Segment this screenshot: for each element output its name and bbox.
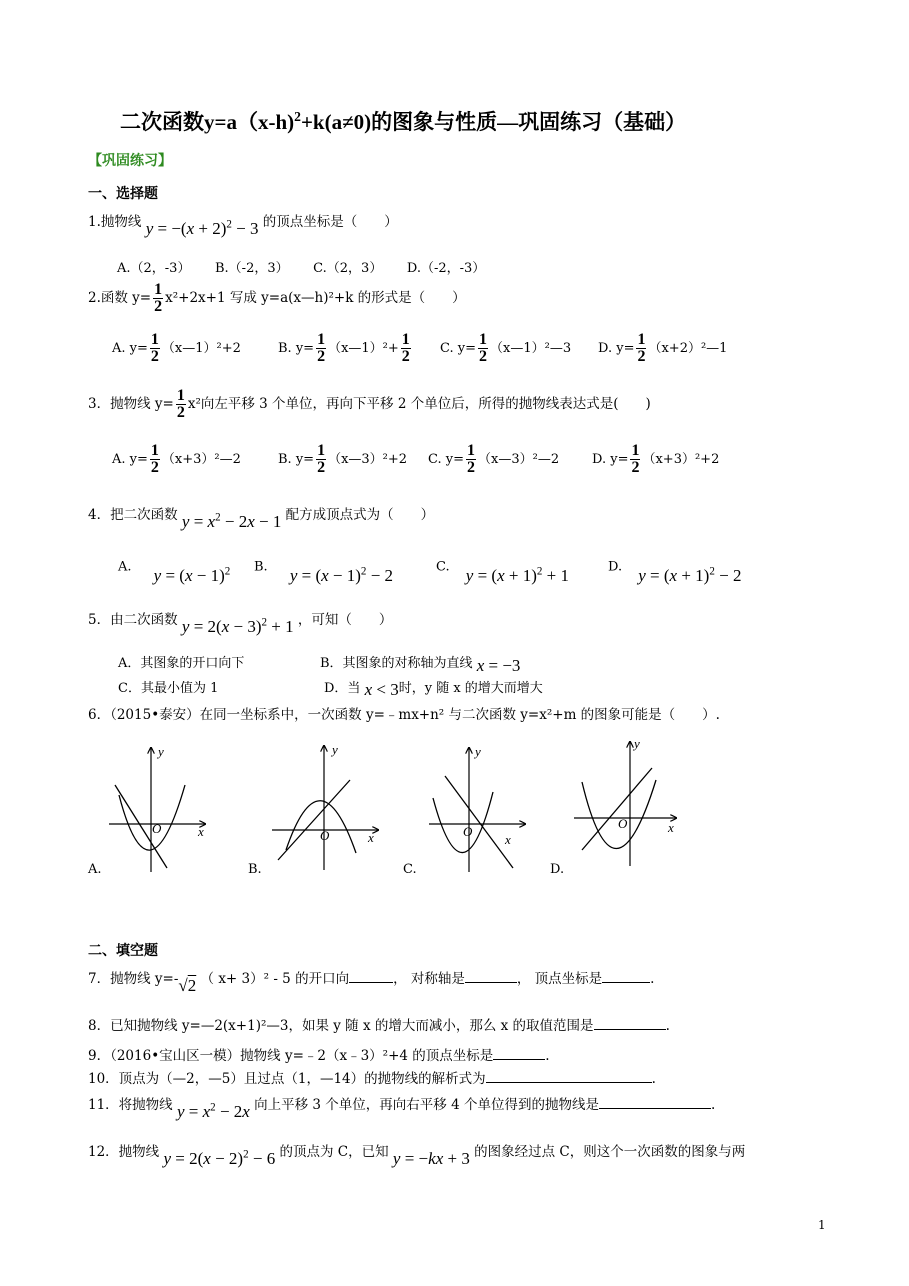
q6-graph-b[interactable] [268,738,388,873]
q6-label-d[interactable]: D. [550,862,565,877]
q5-option-b[interactable]: B．其图象的对称轴为直线 x = −3 [320,656,521,675]
question-8: 8．已知抛物线 y=—2(x+1)²—3，如果 y 随 x 的增大而减小，那么 x 的取值范围是 . [88,1018,670,1034]
answer-blank[interactable] [602,970,650,983]
q6-graph-a[interactable] [105,740,215,875]
q3-option-c[interactable]: C. y= $\frac{1}{2}$ （x—3）²—2 [428,442,560,476]
q1-option-a[interactable]: A.（2，-3） [117,261,191,276]
q4-option-a[interactable]: A. $y = (x - 1)^2$ [118,559,231,585]
section-tag: 【巩固练习】 [88,153,172,169]
origin-label: O [152,821,162,836]
question-7: 7．抛物线 y=-√2 （ x+ 3）² - 5 的开口向 ， 对称轴是 ， 顶点坐标是 . [88,971,655,995]
origin-label: O [320,828,330,843]
origin-label: O [463,824,473,839]
q5-option-d[interactable]: D．当 x < 3时，y 随 x 的增大而增大 [324,680,543,699]
question-6: 6．（2015•泰安）在同一坐标系中，一次函数 y=﹣mx+n² 与二次函数 y=x²+m 的图象可能是（ ）. [88,707,720,723]
axis-y-label: y [634,738,640,751]
q1-option-b[interactable]: B.（-2，3） [215,261,289,276]
page-title: 二次函数y=a（x-h)$^2$+k(a≠0)的图象与性质—巩固练习（基础） [120,109,687,134]
axis-y-label: y [332,742,338,757]
answer-blank[interactable] [594,1017,666,1030]
q2-option-a[interactable]: A. y= $\frac{1}{2}$ （x—1）²+2 [112,331,241,365]
q2-option-c[interactable]: C. y= $\frac{1}{2}$ （x—1）²—3 [440,331,572,365]
question-10: 10．顶点为（—2，—5）且过点（1，—14）的抛物线的解析式为 . [88,1071,656,1087]
axis-x-label: x [198,824,204,839]
q4-option-d[interactable]: D. $y = (x + 1)^2 - 2$ [608,559,742,585]
answer-blank[interactable] [465,970,517,983]
q5-option-c[interactable]: C．其最小值为 1 [118,681,219,696]
q6-graph-d[interactable] [570,738,685,873]
q6-label-a[interactable]: A. [88,862,102,877]
question-3: 3．抛物线 y= $\frac{1}{2}$ x²向左平移 3 个单位，再向下平移 2 个单位后，所得的抛物线表达式是( ) [88,387,651,421]
section-heading-fill: 二、填空题 [88,943,158,959]
axis-x-label: x [668,820,674,835]
q4-option-b[interactable]: B. $y = (x - 1)^2 - 2$ [254,559,394,585]
answer-blank[interactable] [486,1070,652,1083]
q2-option-b[interactable]: B. y= $\frac{1}{2}$ （x—1）²+ $\frac{1}{2}$ [278,331,410,365]
answer-blank[interactable] [599,1096,711,1109]
q6-label-c[interactable]: C. [403,862,417,877]
page-number: 1 [818,1218,826,1232]
question-9: 9．（2016•宝山区一模）抛物线 y=﹣2（x﹣3）²+4 的顶点坐标是 . [88,1048,550,1064]
q6-label-b[interactable]: B. [248,862,262,877]
q6-graph-c[interactable] [425,740,535,875]
q1-options [117,257,485,276]
question-1: 1.抛物线 $y = -(x + 2)^2 - 3$ 的顶点坐标是（ ） [88,214,398,238]
answer-blank[interactable] [349,970,393,983]
q4-option-c[interactable]: C. $y = (x + 1)^2 + 1$ [436,559,569,585]
origin-label: O [618,816,628,831]
q1-option-c[interactable]: C.（2，3） [313,261,383,276]
axis-x-label: x [505,832,511,847]
question-2: 2.函数 y= $\frac{1}{2}$ x²+2x+1 写成 y=a(x—h)²+k 的形式是（ ） [88,281,466,315]
question-11: 11．将抛物线 $y = x^2 - 2x$ 向上平移 3 个单位，再向右平移 4 个单位得到的抛物线是 . [88,1097,716,1121]
question-4: 4．把二次函数 $y = x^2 - 2x - 1$ 配方成顶点式为（ ） [88,507,435,531]
q5-option-a[interactable]: A．其图象的开口向下 [118,656,245,671]
question-12: 12．抛物线 $y = 2(x - 2)^2 - 6$ 的顶点为 C，已知 y = −kx + 3 的图象经过点 C，则这个一次函数的图象与两 [88,1144,746,1168]
q2-option-d[interactable]: D. y= $\frac{1}{2}$ （x+2）²—1 [598,331,728,365]
axis-y-label: y [475,744,481,759]
question-5: 5．由二次函数 $y = 2(x - 3)^2 + 1$ ，可知（ ） [88,612,393,636]
q3-option-d[interactable]: D. y= $\frac{1}{2}$ （x+3）²+2 [592,442,720,476]
answer-blank[interactable] [493,1047,545,1060]
q3-option-b[interactable]: B. y= $\frac{1}{2}$ （x—3）²+2 [278,442,408,476]
section-heading-choice: 一、选择题 [88,186,158,202]
axis-x-label: x [368,830,374,845]
q1-option-d[interactable]: D.（-2，-3） [406,261,486,276]
q3-option-a[interactable]: A. y= $\frac{1}{2}$ （x+3）²—2 [112,442,241,476]
axis-y-label: y [158,744,164,759]
